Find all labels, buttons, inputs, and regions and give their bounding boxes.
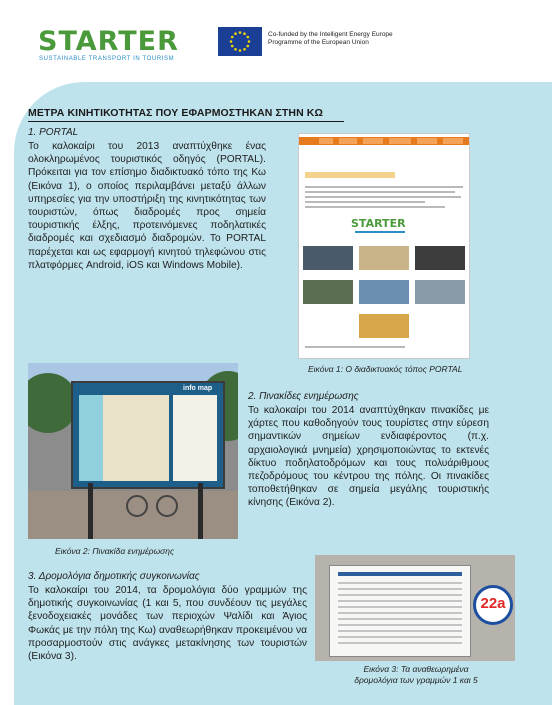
bicycle-icon bbox=[126, 495, 148, 517]
bus-stop-badge bbox=[473, 585, 513, 625]
section-text-portal: Το καλοκαίρι του 2013 αναπτύχθηκε ένας ολοκληρωμένος τουριστικός οδηγός (PORTAL). Πρόκειται για τον επίσημο διαδικτυακό τόπο της Κω (Εικόνα 1), ο οποίος περιλαμβάνει μεταξύ άλλων υπηρεσίες για την υποστήριξη της κινητικότητας των τουριστών, όπως διαδρομές προς σημεία τουριστικής έλξης, προτεινόμενες ποδηλατικές διαδρομές και σχεδιασμό διαδρομών. Το PORTAL παρέχεται και ως εφαρμογή κινητού τηλεφώνου στις πλατφόρμες Android, iOS και Windows Mobile). bbox=[28, 141, 266, 271]
info-map-board bbox=[71, 381, 225, 489]
section-text-signs: Το καλοκαίρι του 2014 αναπτύχθηκαν πινακίδες με χάρτες που καθοδηγούν τους τουρίστες στην εύρεση σημαντικών σημείων ενδιαφέροντος (π.χ. αρχαιολογικά μνημεία) χρησιμοποιώντας το εκτενές δίκτυο ποδηλατοδρόμων και τους πολυάριθμους πεζοδρόμους του κέντρου της πόλης. Οι πινακίδες τοποθετήθηκαν σε σημεία μεγάλης τουριστικής κίνησης (Εικόνα 2). bbox=[248, 405, 489, 509]
eu-cofunding-text bbox=[268, 31, 393, 47]
header bbox=[0, 0, 552, 80]
eu-text-line1: Co-funded by the Intelligent Energy Europe bbox=[268, 31, 393, 38]
eu-star-icon bbox=[231, 36, 234, 39]
figure-3-caption-line2: δρομολόγια των γραμμών 1 και 5 bbox=[354, 675, 478, 685]
starter-logo bbox=[38, 26, 179, 70]
section-heading-signs: 2. Πινακίδες ενημέρωσης bbox=[248, 391, 359, 402]
bus-timetable-photo bbox=[315, 555, 515, 661]
eu-star-icon bbox=[239, 31, 242, 34]
eu-star-icon bbox=[246, 45, 249, 48]
logo-text: STARTER bbox=[38, 26, 179, 57]
logo-subtitle: SUSTAINABLE TRANSPORT IN TOURISM bbox=[39, 56, 175, 62]
section-heading-buses: 3. Δρομολόγια δημοτικής συγκοινωνίας bbox=[28, 571, 200, 582]
eu-star-icon bbox=[231, 45, 234, 48]
eu-star-icon bbox=[246, 36, 249, 39]
figure-3-caption-line1: Εικόνα 3: Τα αναθεωρημένα bbox=[363, 664, 469, 674]
section-heading-portal: 1. PORTAL bbox=[28, 127, 79, 138]
info-map-sign-photo bbox=[28, 363, 238, 539]
title-underline bbox=[28, 121, 344, 122]
eu-star-icon bbox=[243, 32, 246, 35]
figure-3-caption bbox=[318, 664, 514, 686]
eu-star-icon bbox=[239, 49, 242, 52]
sign-title: info map bbox=[183, 385, 213, 392]
eu-text-line2: Programme of the European Union bbox=[268, 39, 369, 46]
portal-logo: STARTER bbox=[351, 217, 406, 230]
section-text-buses: Το καλοκαίρι του 2014, τα δρομολόγια δύο γραμμών της δημοτικής συγκοινωνίας (1 και 5, που συνδέουν τις μεγάλες ξενοδοχειακές μονάδες των περιοχών Ψαλίδι και Άγιος Φωκάς με την πόλη της Κω) αναθεωρήθηκαν προκειμένου να προσαρμοστούν στις ανάγκες μετακίνησης των τουριστών (Εικόνα 3). bbox=[28, 585, 307, 663]
timetable-board bbox=[329, 565, 471, 657]
eu-star-icon bbox=[230, 40, 233, 43]
eu-star-icon bbox=[234, 32, 237, 35]
eu-star-icon bbox=[248, 40, 251, 43]
bus-stop-badge-label: 22a bbox=[480, 595, 506, 612]
page-title: ΜΕΤΡΑ ΚΙΝΗΤΙΚΟΤΗΤΑΣ ΠΟΥ ΕΦΑΡΜΟΣΤΗΚΑΝ ΣΤΗΝ ΚΩ bbox=[28, 107, 323, 119]
eu-star-icon bbox=[234, 48, 237, 51]
eu-flag-icon bbox=[218, 27, 262, 56]
portal-website-screenshot bbox=[298, 133, 470, 359]
eu-star-icon bbox=[243, 48, 246, 51]
figure-1-caption: Εικόνα 1: Ο διαδικτυακός τόπος PORTAL bbox=[308, 364, 463, 374]
figure-2-caption: Εικόνα 2: Πινακίδα ενημέρωσης bbox=[55, 546, 175, 556]
